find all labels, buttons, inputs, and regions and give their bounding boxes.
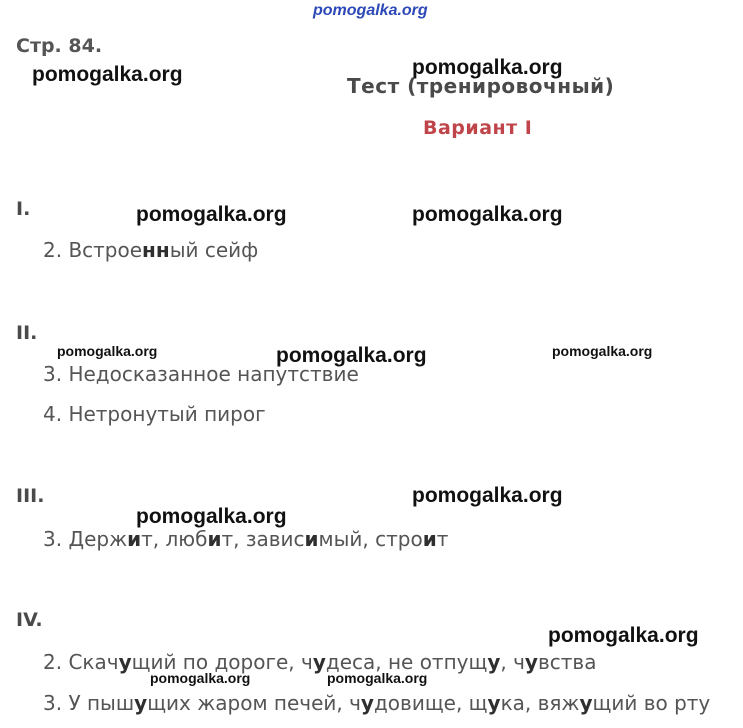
watermark: pomogalka.org	[32, 63, 183, 86]
answer-text: 3. У пыш	[43, 691, 135, 715]
answer-text: ка, вяж	[500, 691, 580, 715]
answer-text: т, завис	[221, 527, 305, 551]
watermark: pomogalka.org	[136, 203, 287, 226]
highlighted-letter: у	[134, 691, 148, 715]
answer-line	[43, 238, 258, 262]
answer-line	[43, 402, 266, 426]
highlighted-letter: и	[304, 527, 319, 551]
highlighted-letter: у	[312, 650, 326, 674]
answer-text: вства	[537, 650, 597, 674]
answer-text: 3. Недосказанное напутствие	[43, 362, 359, 386]
highlighted-letter: у	[118, 650, 132, 674]
watermark: pomogalka.org	[136, 505, 287, 528]
answer-text: щих жаром печей, ч	[147, 691, 361, 715]
answer-text: т	[436, 527, 449, 551]
watermark: pomogalka.org	[552, 343, 653, 359]
answer-text: 4. Нетронутый пирог	[43, 402, 266, 426]
watermark: pomogalka.org	[548, 624, 699, 647]
answer-text: 2. Скач	[43, 650, 119, 674]
highlighted-letter: и	[127, 527, 142, 551]
highlighted-letter: нн	[142, 238, 170, 262]
answer-text: довище, щ	[373, 691, 488, 715]
highlighted-letter: у	[487, 650, 501, 674]
answer-text: деса, не отпущ	[325, 650, 488, 674]
highlighted-letter: у	[487, 691, 501, 715]
watermark: pomogalka.org	[412, 56, 563, 79]
answer-text: 2. Встрое	[43, 238, 143, 262]
answer-text: мый, стро	[318, 527, 423, 551]
highlighted-letter: и	[207, 527, 222, 551]
watermark: pomogalka.org	[412, 484, 563, 507]
section-numeral: II.	[16, 322, 38, 344]
answer-text: т, люб	[141, 527, 208, 551]
highlighted-letter: у	[524, 650, 538, 674]
watermark: pomogalka.org	[276, 344, 427, 367]
highlighted-letter: у	[360, 691, 374, 715]
answer-line	[43, 691, 710, 715]
watermark: pomogalka.org	[57, 343, 158, 359]
section-numeral: I.	[16, 198, 31, 220]
test-title: Тест (тренировочный)	[347, 74, 615, 98]
answer-text: , ч	[500, 650, 525, 674]
answer-line	[43, 650, 596, 674]
answer-text: ый сейф	[169, 238, 259, 262]
watermark: pomogalka.org	[150, 670, 251, 686]
answer-text: щий во рту	[592, 691, 711, 715]
answer-text: 3. Держ	[43, 527, 128, 551]
page-label: Стр. 84.	[16, 35, 103, 57]
watermark-top: pomogalka.org	[313, 2, 428, 19]
watermark: pomogalka.org	[412, 203, 563, 226]
section-numeral: III.	[16, 485, 45, 507]
highlighted-letter: у	[579, 691, 593, 715]
answer-line	[43, 527, 448, 551]
highlighted-letter: и	[422, 527, 437, 551]
watermark: pomogalka.org	[327, 670, 428, 686]
answer-text: щий по дороге, ч	[131, 650, 313, 674]
answer-line	[43, 362, 359, 386]
section-numeral: IV.	[16, 609, 43, 631]
variant-label: Вариант I	[423, 117, 533, 139]
